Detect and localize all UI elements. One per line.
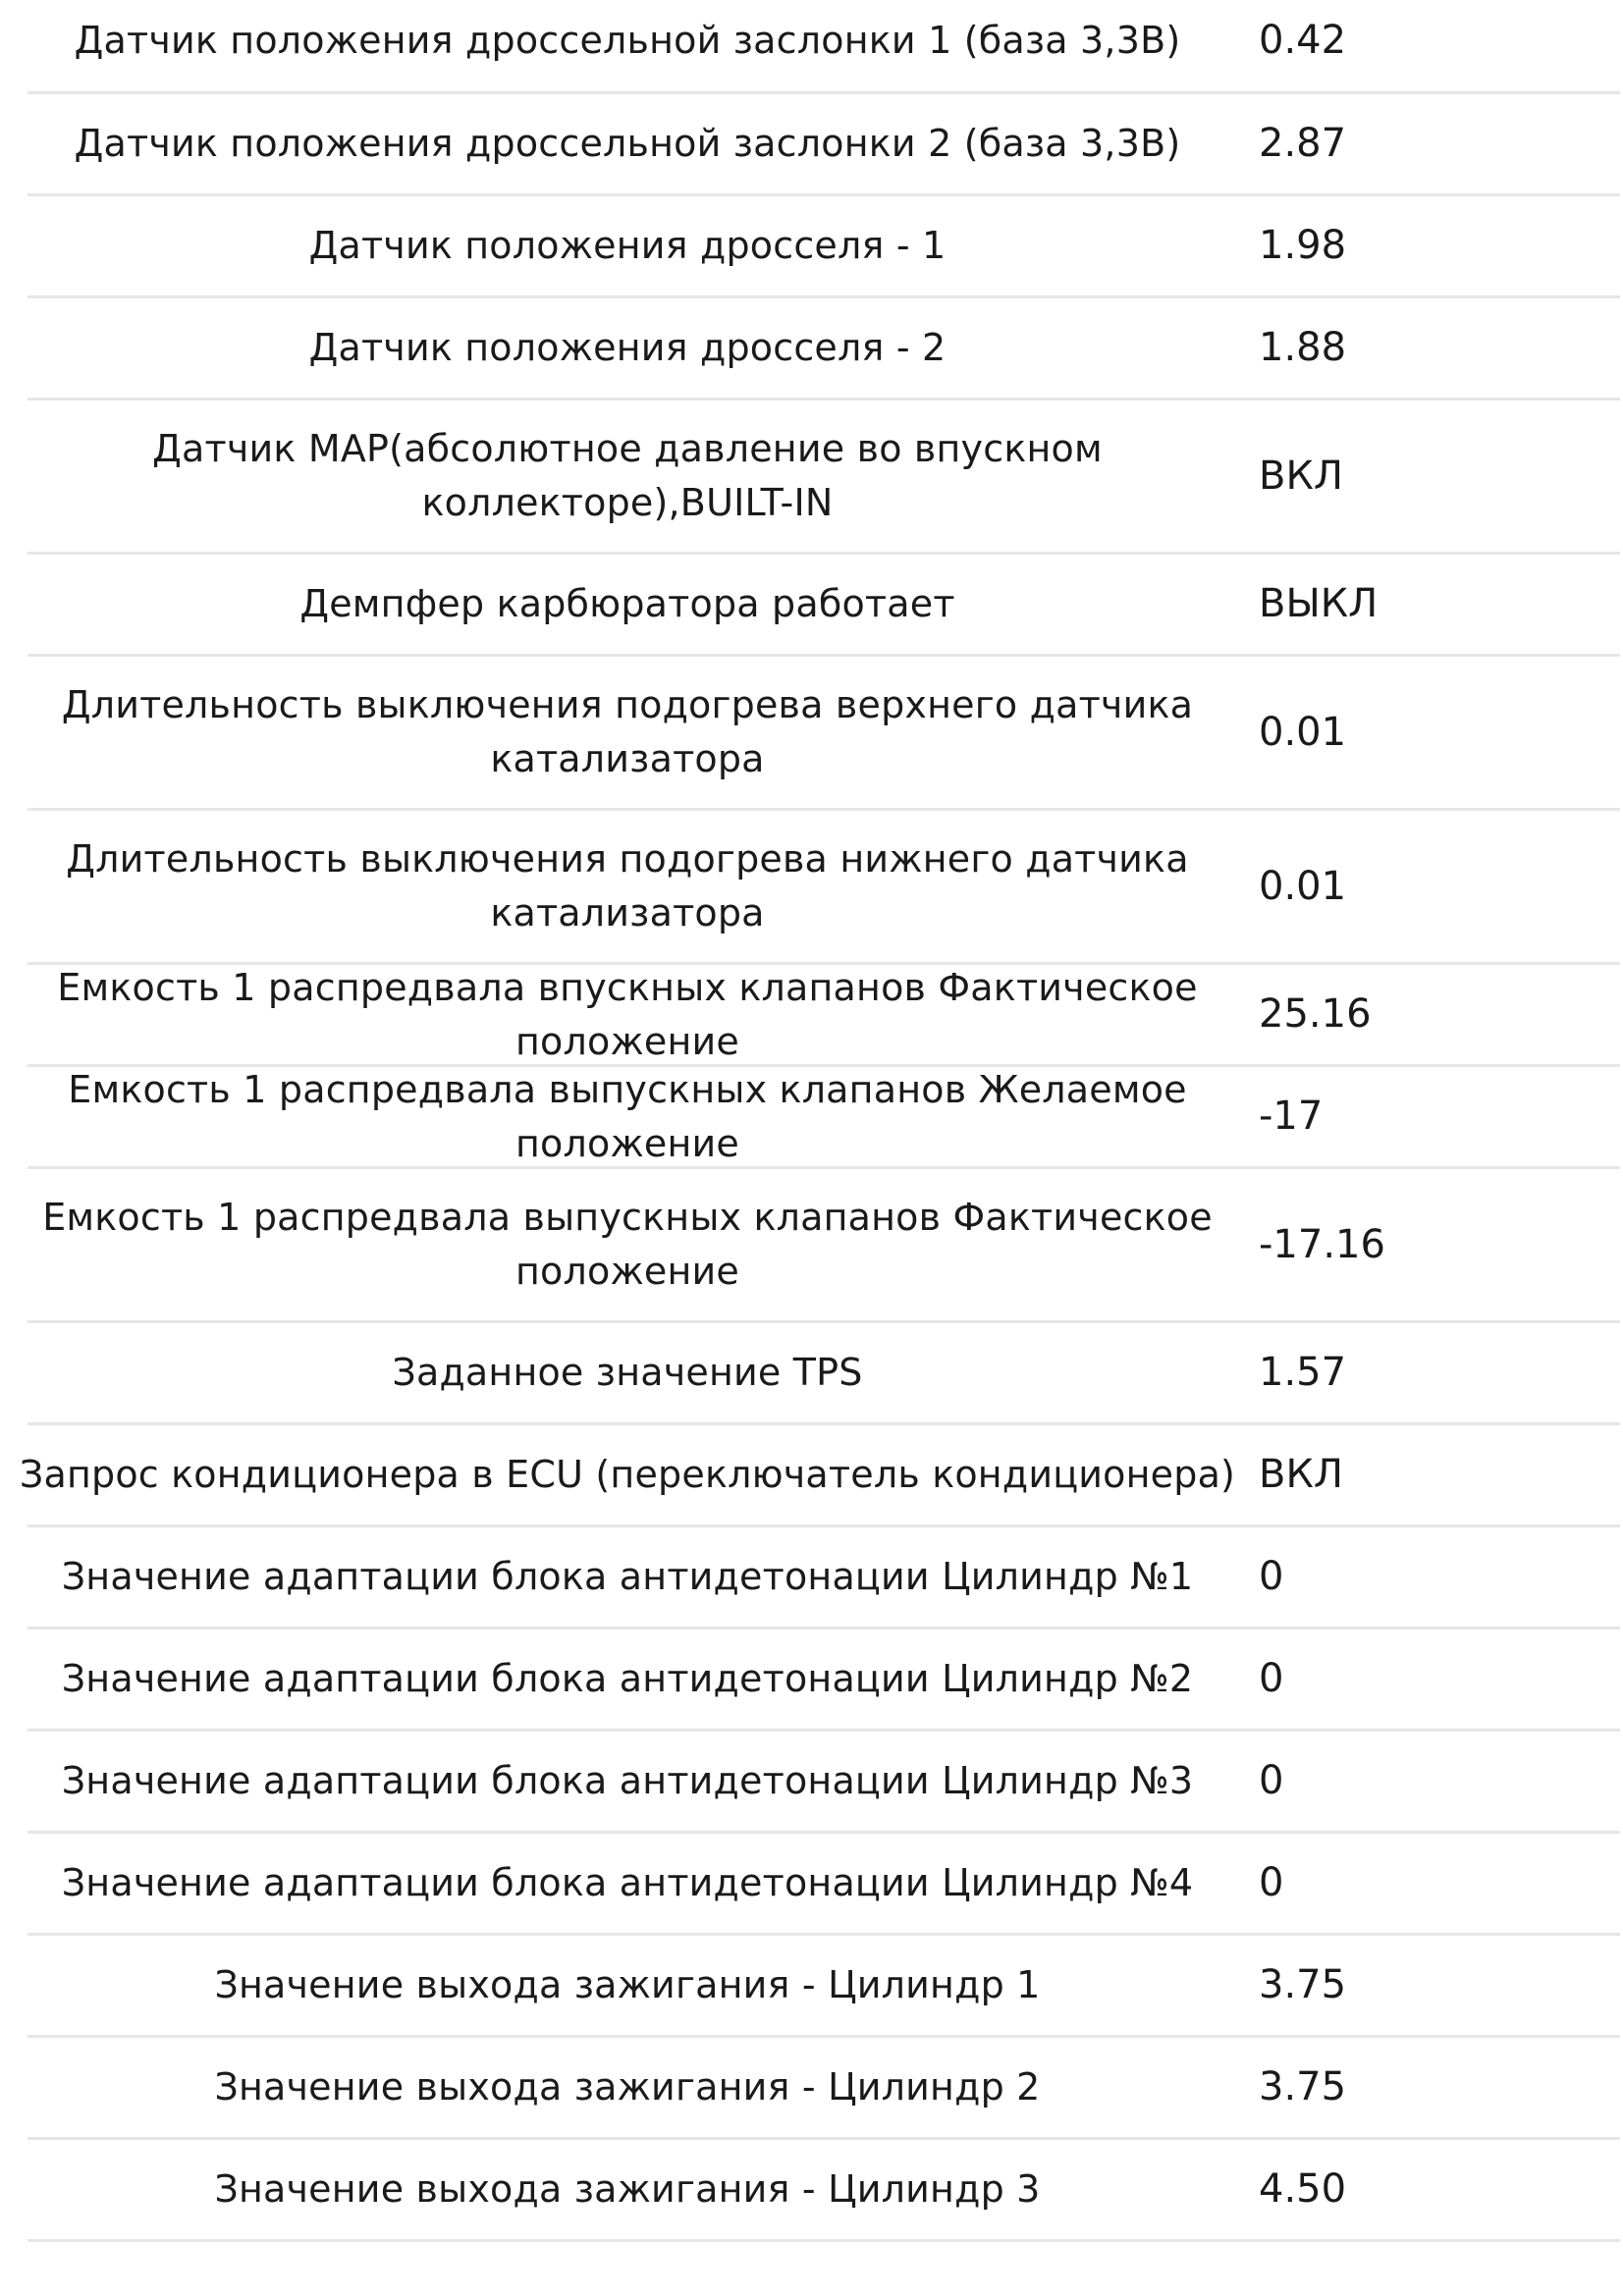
table-row	[27, 400, 1620, 555]
table-row	[27, 1936, 1620, 2038]
parameter-value: -17	[1259, 1094, 1324, 1139]
parameter-name: Емкость 1 распредвала выпускных клапанов Желаемое положение	[68, 1067, 1187, 1165]
parameter-name: Значение выхода зажигания - Цилиндр 2	[214, 2065, 1041, 2109]
table-row	[27, 1527, 1620, 1629]
parameter-name: Датчик положения дросселя - 2	[308, 326, 947, 369]
parameter-name: Длительность выключения подогрева верхнего датчика катализатора	[61, 683, 1194, 780]
parameter-name: Датчик MAP(абсолютное давление во впускном коллекторе),BUILT-IN	[152, 427, 1103, 524]
parameter-value: 3.75	[1259, 2064, 1347, 2109]
parameter-name: Заданное значение TPS	[392, 1351, 863, 1394]
parameter-value: 1.98	[1259, 223, 1347, 268]
parameter-value: 1.57	[1259, 1350, 1347, 1395]
table-row	[27, 0, 1620, 94]
parameter-value: -17.16	[1259, 1221, 1385, 1267]
parameter-value: ВЫКЛ	[1259, 581, 1379, 626]
parameter-value: 0	[1259, 1860, 1284, 1905]
table-row	[19, 1425, 1620, 1527]
table-row	[27, 2038, 1620, 2140]
parameter-name: Емкость 1 распредвала выпускных клапанов Фактическое положение	[42, 1196, 1213, 1293]
parameter-value: 0	[1259, 1656, 1284, 1701]
table-row	[27, 1732, 1620, 1834]
parameter-name: Датчик положения дроссельной заслонки 1 (база 3,3В)	[74, 19, 1181, 62]
table-row	[27, 1169, 1620, 1323]
parameter-name: Значение адаптации блока антидетонации Цилиндр №1	[61, 1555, 1194, 1598]
table-row	[27, 196, 1620, 298]
table-row	[27, 657, 1620, 811]
parameter-value: ВКЛ	[1259, 1452, 1343, 1497]
table-row	[27, 1067, 1620, 1169]
parameter-value: 0	[1259, 1554, 1284, 1599]
parameter-value: 0	[1259, 1758, 1284, 1803]
parameter-value: 3.75	[1259, 1962, 1347, 2007]
parameter-name: Демпфер карбюратора работает	[299, 582, 955, 625]
parameter-name: Значение адаптации блока антидетонации Цилиндр №4	[61, 1861, 1194, 1904]
table-row	[27, 298, 1620, 400]
parameter-value: 1.88	[1259, 325, 1347, 370]
table-row	[27, 1834, 1620, 1936]
table-row	[27, 965, 1620, 1067]
parameter-value: 0.01	[1259, 863, 1347, 909]
table-row	[27, 811, 1620, 965]
parameter-name: Значение выхода зажигания - Цилиндр 1	[214, 1963, 1041, 2006]
parameter-value: 0.42	[1259, 18, 1347, 63]
table-row	[27, 555, 1620, 657]
parameter-value: 4.50	[1259, 2166, 1347, 2212]
parameter-name: Запрос кондиционера в ECU (переключатель кондиционера)	[19, 1453, 1236, 1496]
parameter-value: 0.01	[1259, 709, 1347, 755]
table-row	[27, 2140, 1620, 2242]
parameter-name: Датчик положения дроссельной заслонки 2 (база 3,3В)	[74, 122, 1181, 165]
table-row	[27, 1323, 1620, 1425]
parameter-name: Емкость 1 распредвала впускных клапанов Фактическое положение	[57, 965, 1198, 1063]
parameter-name: Значение адаптации блока антидетонации Цилиндр №3	[61, 1759, 1194, 1802]
parameter-name: Датчик положения дросселя - 1	[308, 224, 947, 267]
parameter-name: Значение выхода зажигания - Цилиндр 3	[214, 2167, 1041, 2211]
parameter-name: Длительность выключения подогрева нижнего датчика катализатора	[66, 837, 1189, 934]
parameter-value: 25.16	[1259, 991, 1372, 1037]
parameter-value: ВКЛ	[1259, 453, 1343, 499]
parameter-value: 2.87	[1259, 121, 1347, 166]
table-row	[27, 94, 1620, 196]
table-row	[27, 1629, 1620, 1732]
parameter-name: Значение адаптации блока антидетонации Цилиндр №2	[61, 1657, 1194, 1700]
